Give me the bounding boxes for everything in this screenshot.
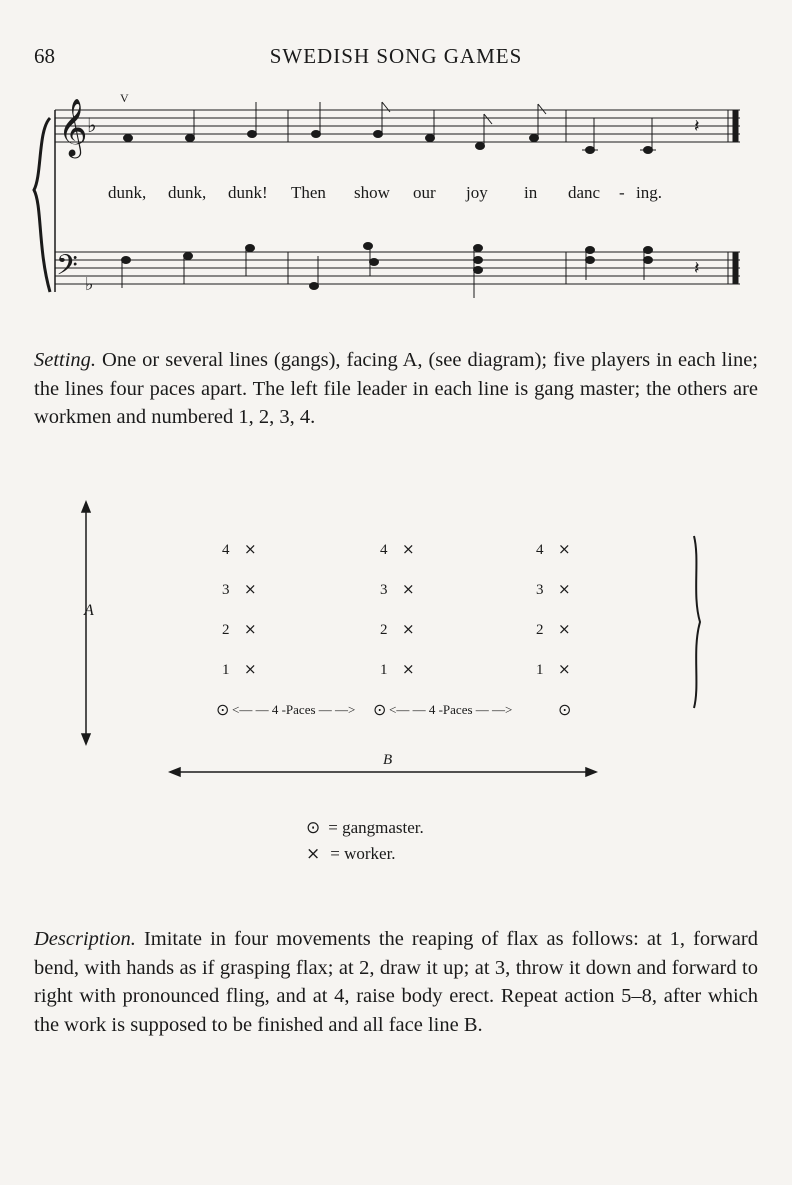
rest-icon: 𝄽 bbox=[694, 258, 700, 279]
page-number: 68 bbox=[34, 44, 55, 68]
lyric-syllable: Then bbox=[291, 183, 326, 202]
row-number: 4 bbox=[536, 542, 544, 558]
paces-label: <— — 4 -Paces — —> bbox=[389, 702, 513, 717]
lyric-syllable: our bbox=[413, 183, 436, 202]
worker-mark: × bbox=[558, 580, 571, 598]
row-number: 1 bbox=[380, 662, 388, 678]
legend-worker-text: = worker. bbox=[330, 844, 396, 863]
rest-icon: 𝄽 bbox=[694, 116, 700, 137]
legend-gangmaster bbox=[306, 818, 424, 838]
row-number: 3 bbox=[536, 582, 544, 598]
worker-mark: × bbox=[402, 540, 415, 558]
lyric-syllable: - bbox=[619, 183, 625, 202]
description-paragraph bbox=[34, 925, 758, 1039]
row-number: 4 bbox=[380, 542, 388, 558]
lyric-syllable: danc bbox=[568, 183, 601, 202]
legend-gangmaster-text: = gangmaster. bbox=[328, 818, 424, 837]
worker-mark: × bbox=[402, 620, 415, 638]
row-number: 3 bbox=[380, 582, 388, 598]
setting-heading: Setting. bbox=[34, 349, 97, 371]
legend-worker bbox=[306, 844, 396, 864]
worker-mark: × bbox=[244, 540, 257, 558]
worker-mark: × bbox=[558, 540, 571, 558]
description-heading: Description. bbox=[34, 928, 136, 950]
lyric-syllable: in bbox=[524, 183, 538, 202]
flat-sign-icon: ♭ bbox=[87, 113, 97, 137]
worker-mark: × bbox=[402, 580, 415, 598]
system-brace bbox=[34, 118, 50, 292]
row-number: 1 bbox=[222, 662, 230, 678]
worker-symbol: × bbox=[306, 844, 321, 864]
lyric-syllable: dunk! bbox=[228, 183, 268, 202]
setting-paragraph bbox=[34, 346, 758, 432]
bass-staff bbox=[55, 252, 740, 284]
flat-sign-icon: ♭ bbox=[85, 274, 94, 295]
row-number: 4 bbox=[222, 542, 230, 558]
lyric-syllable: ing. bbox=[636, 183, 662, 202]
accent-mark-icon: V bbox=[120, 91, 129, 105]
worker-mark: × bbox=[244, 660, 257, 678]
row-number: 2 bbox=[536, 622, 544, 638]
lyric-syllable: dunk, bbox=[108, 183, 147, 202]
label-a: A bbox=[84, 602, 94, 619]
row-number: 2 bbox=[380, 622, 388, 638]
right-brace bbox=[694, 536, 700, 708]
gangmaster-mark: ⊙ bbox=[558, 700, 572, 719]
description-text: Imitate in four movements the reaping of flax as follows: at 1, forward bend, with hands as if grasping flax; at 2, draw it up; at 3, throw it down and forward to right with pronounced fling, and at 4, raise body erect. Repeat action 5–8, after which the work is supposed to be finished and all face line B. bbox=[34, 928, 758, 1036]
lyric-syllable: joy bbox=[466, 183, 488, 202]
worker-mark: × bbox=[244, 620, 257, 638]
paces-label: <— — 4 -Paces — —> bbox=[232, 702, 356, 717]
gangmaster-mark: ⊙ bbox=[216, 700, 230, 719]
worker-mark: × bbox=[558, 660, 571, 678]
gangmaster-mark: ⊙ bbox=[373, 700, 387, 719]
gangmaster-symbol: ⊙ bbox=[306, 818, 321, 838]
bass-clef-icon: 𝄢 bbox=[56, 249, 78, 289]
worker-mark: × bbox=[244, 580, 257, 598]
label-b: B bbox=[383, 752, 393, 768]
row-number: 2 bbox=[222, 622, 230, 638]
treble-staff bbox=[55, 110, 740, 142]
lyric-syllable: dunk, bbox=[168, 183, 207, 202]
worker-mark: × bbox=[558, 620, 571, 638]
treble-clef-icon: 𝄞 bbox=[58, 98, 88, 156]
worker-mark: × bbox=[402, 660, 415, 678]
lyric-syllable: show bbox=[354, 183, 390, 202]
formation-diagram bbox=[0, 500, 792, 790]
row-number: 3 bbox=[222, 582, 230, 598]
bass-notes bbox=[122, 243, 653, 299]
row-number: 1 bbox=[536, 662, 544, 678]
running-head: SWEDISH SONG GAMES bbox=[269, 44, 523, 68]
setting-text: One or several lines (gangs), facing A, (see diagram); five players in each line; the lines four paces apart. The left file leader in each line is gang master; the others are workmen and numbered 1, 2, 3, 4. bbox=[34, 349, 758, 428]
